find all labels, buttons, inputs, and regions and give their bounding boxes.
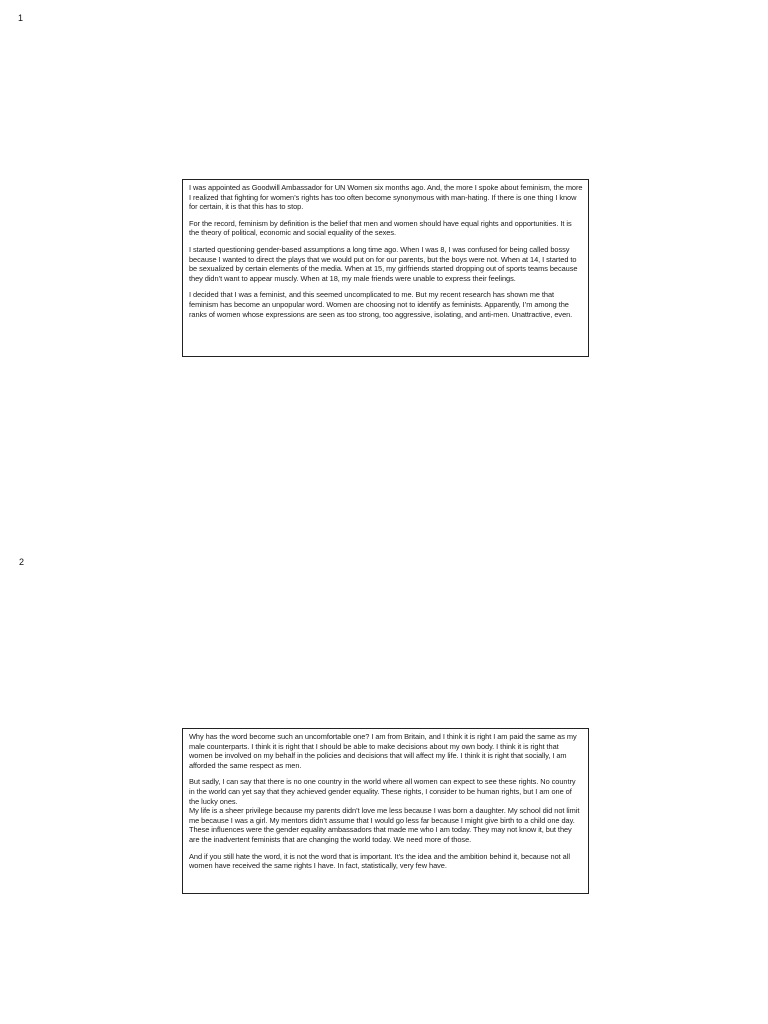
text-box-page-1	[182, 179, 589, 357]
paragraph: I started questioning gender-based assumptions a long time ago. When I was 8, I was confused for being called bossy because I wanted to direct the plays that we would put on for our parents, but the boys were not. When at 14, I started to be sexualized by certain elements of the media. When at 15, my girlfriends started dropping out of sports teams because they didn’t want to appear muscly. When at 18, my male friends were unable to express their feelings.	[189, 244, 578, 283]
paragraph: Why has the word become such an uncomfortable one? I am from Britain, and I think it is right I am paid the same as my male counterparts. I think it is right that I should be able to make decisions about my own body. I think it is right that women be involved on my behalf in the policies and decisions that will affect my life. I think it is right that socially, I am afforded the same respect as men.	[189, 732, 577, 770]
paragraph: For the record, feminism by definition is the belief that men and women should have equal rights and opportunities. It is the theory of political, economic and social equality of the sexes.	[189, 218, 572, 238]
text-box-page-2	[182, 728, 589, 894]
paragraph: And if you still hate the word, it is not the word that is important. It’s the idea and the ambition behind it, because not all women have received the same rights I have. In fact, statistically, very few have.	[189, 851, 570, 871]
paragraph: I was appointed as Goodwill Ambassador for UN Women six months ago. And, the more I spoke about feminism, the more I realized that fighting for women’s rights has too often become synonymous with man-hating. If there is one thing I know for certain, it is that this has to stop.	[189, 183, 583, 212]
paragraph: But sadly, I can say that there is no one country in the world where all women can expect to see these rights. No country in the world can yet say that they achieved gender equality. These rights, I consider to be human rights, but I am one of the lucky ones. My life is a sheer privilege because my parents didn’t love me less because I was born a daughter. My school did not limit me because I was a girl. My mentors didn’t assume that I would go less far because I might give birth to a child one day. These influences were the gender equality ambassadors that made me who I am today. They may not know it, but they are the inadvertent feminists that are changing the world today. We need more of those.	[189, 777, 580, 844]
page-number: 2	[19, 557, 25, 567]
page-number: 1	[18, 13, 24, 23]
paragraph: I decided that I was a feminist, and this seemed uncomplicated to me. But my recent research has shown me that feminism has become an unpopular word. Women are choosing not to identify as feminists. Apparently, I’m among the ranks of women whose expressions are seen as too strong, too aggressive, isolating, and anti-men. Unattractive, even.	[189, 290, 573, 319]
